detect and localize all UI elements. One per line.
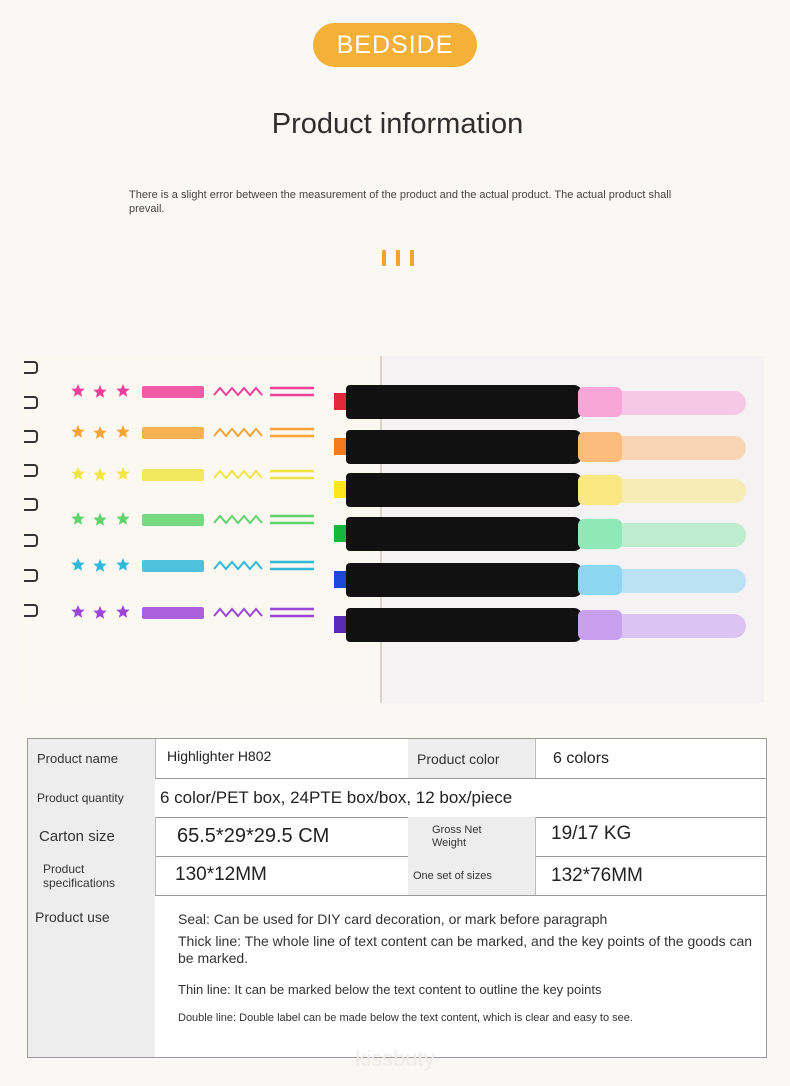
set-sizes-label: One set of sizes [408, 856, 535, 895]
divider-bars-icon [382, 250, 414, 266]
pen-barrel [346, 473, 582, 507]
star-mark [116, 605, 129, 618]
star-mark [93, 426, 106, 439]
star-mark [116, 467, 129, 480]
thick-line-mark [142, 607, 204, 619]
product-color-label: Product color [408, 739, 535, 778]
thin-line-mark [214, 471, 262, 478]
pen-glitter-tube [618, 436, 746, 460]
star-mark [116, 512, 129, 525]
star-mark [71, 558, 84, 571]
pen-barrel [346, 563, 582, 597]
star-mark [71, 605, 84, 618]
gross-net-weight-label: Gross Net Weight [408, 817, 535, 856]
pen-glitter-tube [618, 479, 746, 503]
pen-glitter-tube [618, 391, 746, 415]
thick-line-mark [142, 427, 204, 439]
use-seal: Seal: Can be used for DIY card decoration, or mark before paragraph [178, 911, 608, 927]
brand-badge-text: BEDSIDE [336, 30, 454, 59]
use-thick-line: Thick line: The whole line of text content can be marked, and the key points of the goods can be marked. [178, 933, 753, 966]
disclaimer-note: There is a slight error between the measurement of the product and the actual product. The actual product shall prevail. [129, 189, 672, 215]
star-mark [93, 513, 106, 526]
product-photo [22, 356, 764, 703]
thick-line-mark [142, 560, 204, 572]
use-thin-line: Thin line: It can be marked below the text content to outline the key points [178, 982, 602, 997]
page-title: Product information [271, 108, 524, 140]
product-specifications-value: 130*12MM [175, 864, 267, 885]
product-color-value: 6 colors [553, 749, 610, 767]
watermark: kissbuty [355, 1046, 435, 1071]
pen-cap [578, 387, 622, 417]
star-mark [71, 425, 84, 438]
gross-net-weight-value: 19/17 KG [551, 823, 632, 844]
pen-glitter-tube [618, 614, 746, 638]
star-mark [116, 384, 129, 397]
star-mark [71, 467, 84, 480]
product-name-value: Highlighter H802 [167, 748, 272, 764]
pen-cap [578, 475, 622, 505]
star-mark [116, 425, 129, 438]
thin-line-mark [214, 516, 262, 523]
pen-cap [578, 432, 622, 462]
pen-cap [578, 610, 622, 640]
product-use-label: Product use [28, 895, 155, 1057]
thin-line-mark [214, 562, 262, 569]
thick-line-mark [142, 469, 204, 481]
product-quantity-label: Product quantity [28, 778, 155, 817]
pen-barrel [346, 608, 582, 642]
pen-barrel [346, 517, 582, 551]
star-mark [93, 559, 106, 572]
star-mark [93, 468, 106, 481]
thick-line-mark [142, 514, 204, 526]
star-mark [71, 384, 84, 397]
thin-line-mark [214, 429, 262, 436]
carton-size-label: Carton size [28, 817, 155, 856]
set-sizes-value: 132*76MM [551, 864, 643, 886]
thin-line-mark [214, 388, 262, 395]
pen-glitter-tube [618, 569, 746, 593]
pen-barrel [346, 430, 582, 464]
pen-glitter-tube [618, 523, 746, 547]
pen-barrel [346, 385, 582, 419]
pen-cap [578, 519, 622, 549]
product-specifications-label: Product specifications [28, 856, 155, 895]
product-name-label: Product name [28, 739, 155, 778]
star-mark [71, 512, 84, 525]
pen-cap [578, 565, 622, 595]
star-mark [116, 558, 129, 571]
thin-line-mark [214, 609, 262, 616]
product-info-table [27, 738, 767, 1058]
product-quantity-value: 6 color/PET box, 24PTE box/box, 12 box/piece [160, 787, 513, 807]
star-mark [93, 385, 106, 398]
brand-badge [313, 23, 477, 67]
thick-line-mark [142, 386, 204, 398]
use-double-line: Double line: Double label can be made below the text content, which is clear and easy to see. [178, 1012, 633, 1024]
star-mark [93, 606, 106, 619]
carton-size-value: 65.5*29*29.5 CM [177, 825, 330, 847]
